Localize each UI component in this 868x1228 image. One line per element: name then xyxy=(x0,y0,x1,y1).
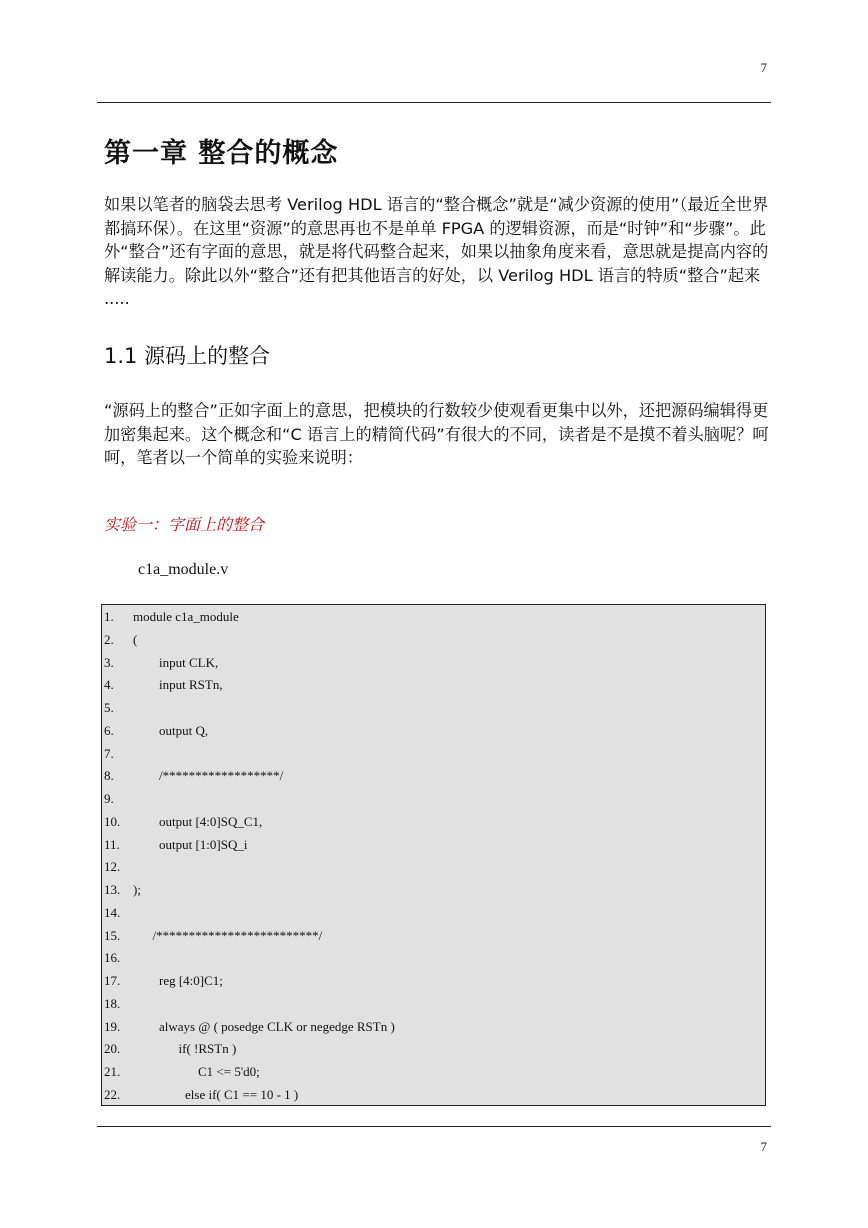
code-line xyxy=(102,947,765,970)
code-line-number: 10. xyxy=(104,813,121,829)
code-line-text: module c1a_module xyxy=(133,609,239,624)
code-line-number: 20. xyxy=(104,1041,121,1057)
code-line-text: else if( C1 == 10 - 1 ) xyxy=(133,1086,299,1102)
code-line-number: 17. xyxy=(104,973,121,988)
code-line-number: 6. xyxy=(104,722,114,738)
code-line-text: always @ ( posedge CLK or negedge RSTn ) xyxy=(133,1018,395,1034)
code-line-number: 22. xyxy=(104,1086,121,1102)
code-line-number: 21. xyxy=(104,1064,121,1079)
code-line xyxy=(102,606,765,629)
code-line-number: 2. xyxy=(104,631,114,647)
code-line xyxy=(102,879,765,902)
section-paragraph: “源码上的整合”正如字面上的意思，把模块的行数较少使观看更集中以外，还把源码编辑得更加密集起来。这个概念和“C 语言上的精简代码”有很大的不同，读者是不是摸不着头脑呢？呵呵，笔者以一个简单的实验来说明： xyxy=(104,401,769,468)
code-line xyxy=(102,902,765,925)
code-line-number: 13. xyxy=(104,882,121,897)
code-line xyxy=(102,629,765,652)
code-line-text: output Q, xyxy=(133,722,209,738)
code-line-number: 7. xyxy=(104,745,114,761)
code-line-text: if( !RSTn ) xyxy=(133,1041,237,1057)
code-line-number: 1. xyxy=(104,609,114,624)
code-line-number: 16. xyxy=(104,950,121,966)
code-line xyxy=(102,811,765,834)
code-line-number: 5. xyxy=(104,700,114,715)
footer-rule xyxy=(97,1126,771,1127)
code-line xyxy=(102,856,765,879)
code-line-text: C1 <= 5'd0; xyxy=(133,1064,260,1079)
code-line-text: input RSTn, xyxy=(133,677,223,693)
code-line xyxy=(102,1038,765,1061)
code-listing xyxy=(101,604,766,1106)
code-line-text: input CLK, xyxy=(133,654,219,670)
code-line xyxy=(102,1084,765,1107)
code-line xyxy=(102,743,765,766)
code-line xyxy=(102,697,765,720)
code-line-number: 14. xyxy=(104,904,121,920)
code-line xyxy=(102,652,765,675)
header-rule xyxy=(97,102,771,103)
code-line-number: 8. xyxy=(104,768,114,784)
code-line-text: ( xyxy=(133,631,138,647)
code-line-text: /******************/ xyxy=(133,768,284,784)
page-number-top: 7 xyxy=(760,60,767,75)
code-line-number: 18. xyxy=(104,995,121,1011)
code-line-number: 19. xyxy=(104,1018,121,1034)
code-line xyxy=(102,1061,765,1084)
code-line xyxy=(102,720,765,743)
code-line xyxy=(102,993,765,1016)
code-line-number: 11. xyxy=(104,836,120,852)
code-line-number: 15. xyxy=(104,927,121,943)
code-line-text: output [4:0]SQ_C1, xyxy=(133,813,263,829)
code-line xyxy=(102,765,765,788)
code-line xyxy=(102,674,765,697)
code-line xyxy=(102,788,765,811)
code-line xyxy=(102,1016,765,1039)
page-number-bottom: 7 xyxy=(760,1139,767,1154)
code-line-text: /*************************/ xyxy=(133,927,323,943)
code-line xyxy=(102,970,765,993)
code-line-number: 3. xyxy=(104,654,114,670)
section-title: 1.1 源码上的整合 xyxy=(104,344,271,368)
code-line-number: 4. xyxy=(104,677,114,693)
code-line-text: output [1:0]SQ_i xyxy=(133,836,248,852)
code-file-name: c1a_module.v xyxy=(138,561,229,578)
code-line-number: 9. xyxy=(104,791,114,806)
intro-paragraph: 如果以笔者的脑袋去思考 Verilog HDL 语言的“整合概念”就是“减少资源的使用”（最近全世界都搞环保）。在这里“资源”的意思再也不是单单 FPGA 的逻辑资源，而是“时钟”和“步骤”。此外“整合”还有字面的意思，就是将代码整合起来，如果以抽象角度来看，意思就是提高内容的解读能力。除此以外“整合”还有把其他语言的好处，以 Verilog HDL 语言的特质“整合”起来 ..... xyxy=(104,195,769,309)
code-line xyxy=(102,834,765,857)
experiment-title: 实验一：字面上的整合 xyxy=(104,515,265,534)
code-line-number: 12. xyxy=(104,859,121,875)
chapter-title: 第一章 整合的概念 xyxy=(104,138,339,169)
code-line-text: reg [4:0]C1; xyxy=(133,973,223,988)
code-line-text: ); xyxy=(133,882,141,897)
code-line xyxy=(102,925,765,948)
